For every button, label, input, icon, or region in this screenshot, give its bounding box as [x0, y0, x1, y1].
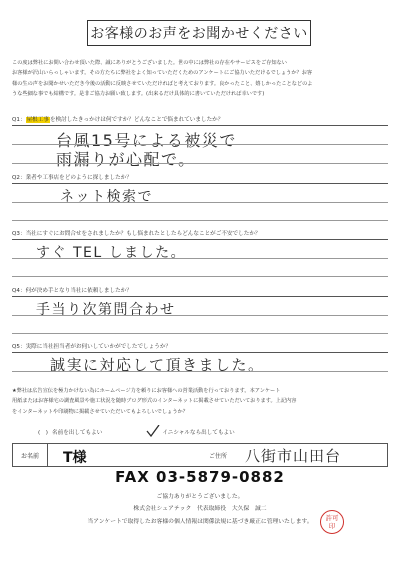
notice-line: をインターネットや印刷物に掲載させていただいてもよろしいでしょうか？	[12, 408, 188, 415]
answer-rule	[12, 202, 388, 203]
answer-handwriting: 雨漏りが心配で。	[56, 150, 196, 169]
question-text: 業者や工事店をどのように探しましたか？	[25, 175, 132, 181]
name-label: お名前	[13, 444, 48, 466]
question-divider	[12, 296, 388, 297]
question-divider	[12, 183, 388, 184]
question-prefix: Q2：	[12, 175, 26, 181]
question-prefix: Q3：	[12, 231, 26, 237]
answer-rule	[12, 258, 388, 259]
question-prefix: Q5：	[12, 344, 26, 350]
option-initial-ok[interactable]	[146, 425, 234, 439]
answer-handwriting: 誠実に対応して頂きました。	[50, 356, 265, 374]
answer-rule	[12, 144, 388, 145]
intro-line: この度は弊社にお問い合わせ頂いた際、誠にありがとうございました。世の中には弊社の存在やサービスをご存知ない	[12, 60, 287, 66]
footer-privacy: 当アンケートで取得したお客様の個人情報は関係法規に基づき厳正に管理いたします。	[87, 519, 313, 525]
answer-handwriting: すぐ TEL しました。	[36, 245, 187, 261]
footer-thanks: ご協力ありがとうございました。	[156, 494, 244, 500]
answer-rule	[12, 371, 388, 372]
intro-line: お客様が沢山いらっしゃいます。その方たちに弊社をよく知っていただくためのアンケートにご協力いただけるでしょうか？お客	[12, 70, 313, 77]
checkbox-checked[interactable]	[146, 425, 160, 439]
checkbox-empty[interactable]: ( )	[38, 430, 48, 436]
answer-handwriting: 手当り次第問合わせ	[36, 302, 176, 318]
answer-rule	[12, 315, 388, 316]
option-label: イニシャルなら出してもよい	[162, 430, 235, 436]
publication-options	[36, 425, 235, 439]
question-divider	[12, 352, 388, 353]
question-2	[12, 173, 132, 181]
notice-line: 用紙またはお客様宅の調査風景や施工状況を随時ブログ形式のインターネットに掲載させていただいております。上記内容	[12, 398, 297, 405]
footer-company: 株式会社シェアテック 代表取締役 大久保 誠二	[133, 506, 267, 512]
customer-name: T様	[63, 450, 87, 466]
question-3	[12, 229, 261, 237]
question-1	[12, 115, 223, 123]
fax-number: FAX 03-5879-0882	[115, 468, 285, 486]
notice-line: ★弊社は広告宣伝を極力かけない為にホームページ力を頼りにお客様への営業活動を行っております。本アンケート	[12, 388, 281, 394]
address-label: ご住所	[209, 453, 228, 460]
intro-line: 様の生の声をお聞かせいただき今後の活動に反映させていただければと考えております。良かったこと、嬉しかったことなどのよ	[12, 80, 313, 87]
question-highlight: 屋根工事	[26, 117, 49, 123]
answer-rule	[12, 220, 388, 221]
question-text: を検討したきっかけは何ですか？どんなことで悩まれていましたか？	[49, 117, 224, 123]
intro-text	[12, 58, 388, 100]
intro-line: うな些細な事でも結構です。是非ご協力お願い致します。(出来るだけ具体的に書いていただければ幸いです)	[12, 91, 265, 98]
answer-rule	[12, 333, 388, 334]
question-divider	[12, 125, 388, 126]
question-divider	[12, 239, 388, 240]
customer-address: 八街市山田台	[245, 447, 342, 465]
question-text: 当社にすぐにお問合せをされましたか？もし悩まれたとしたらどんなことがご不安でしたか？	[25, 231, 261, 237]
question-4	[12, 286, 132, 294]
page-title: お客様のお声をお聞かせください	[87, 20, 311, 46]
publication-notice	[12, 386, 392, 417]
question-5	[12, 342, 171, 350]
option-label: 名前を出してもよい	[52, 430, 103, 436]
answer-rule	[12, 276, 388, 277]
question-prefix: Q1：	[12, 117, 26, 123]
option-name-ok[interactable]	[36, 425, 102, 439]
customer-info-box	[12, 443, 388, 467]
answer-handwriting: 台風15号による被災で	[56, 131, 237, 150]
answer-rule	[12, 163, 388, 164]
question-prefix: Q4：	[12, 288, 26, 294]
approval-stamp: 許可 印	[320, 510, 344, 534]
checkmark-icon	[146, 425, 160, 437]
question-text: 実際に当社担当者がお伺いしていかがでしたでしょうか？	[25, 344, 172, 350]
question-text: 何が決め手となり当社に依頼しましたか？	[25, 288, 132, 294]
answer-handwriting: ネット検索で	[60, 189, 153, 205]
